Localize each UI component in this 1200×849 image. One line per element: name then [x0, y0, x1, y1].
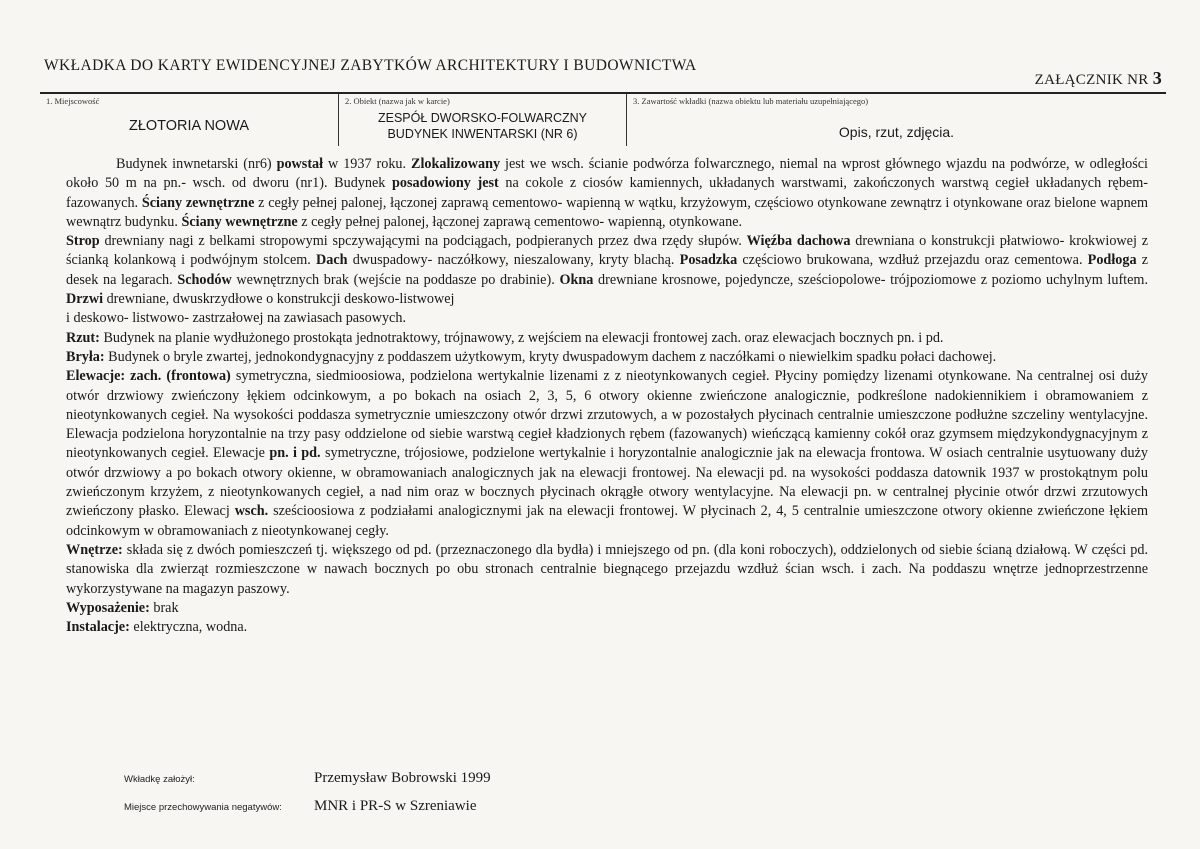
paragraph-interior: Wnętrze: składa się z dwóch pomieszczeń tj. większego od pd. (przeznaczonego dla bydła) i mniejszego od pn. (dla koni roboczych), oddzielonych od siebie ścianą działową. W części pd. stanowiska dla zwierząt rozmieszczone w nawach bocznych po obu stronach centralnie biegnącego przejazdu wzdłuż ścian wsch. i zach. Na poddaszu wnętrze jednoprzestrzenne wykorzystywane na magazyn paszowy. [66, 541, 1148, 597]
object-label: 2. Obiekt (nazwa jak w karcie) [345, 96, 450, 106]
content-value: Opis, rzut, zdjęcia. [838, 124, 955, 140]
storage-label: Miejsce przechowywania negatywów: [124, 802, 282, 813]
paragraph-intro: Budynek inwnetarski (nr6) powstał w 1937 roku. Zlokalizowany jest we wsch. ścianie podwórza folwarcznego, niemal na wprost głównego wjazdu na podwórze, w odległości około 50 m na pn.- wsch. od dworu (nr1). Budynek posadowiony jest na cokole z ciosów kamiennych, układanych warstwami, zakończonych warstwą cegieł układanych rębem- fazowanych. Ściany zewnętrzne z cegły pełnej palonej, łączonej zaprawą cementowo- wapienną w wątku, krzyżowym, częściowo otynkowane zewnątrz i otynkowane oraz bielone wapnem wewnątrz budynku. Ściany wewnętrzne z cegły pełnej palonej, łączonej zaprawą cementowo- wapienną, otynkowane. [66, 156, 1148, 230]
header-fields [40, 92, 1166, 146]
content-label: 3. Zawartość wkładki (nazwa obiektu lub materiału uzupełniającego) [633, 96, 869, 106]
document-title: WKŁADKA DO KARTY EWIDENCYJNEJ ZABYTKÓW ARCHITEKTURY I BUDOWNICTWA [44, 57, 697, 74]
author-row [124, 770, 491, 798]
storage-row [124, 798, 491, 826]
object-cell [338, 94, 626, 146]
paragraph-installations: Instalacje: elektryczna, wodna. [66, 619, 248, 636]
object-value [339, 110, 626, 142]
locality-label: 1. Miejscowość [46, 96, 100, 106]
annex-label [1035, 68, 1162, 89]
paragraph-equipment: Wyposażenie: brak [66, 599, 179, 616]
content-cell [626, 94, 1166, 146]
locality-value: ZŁOTORIA NOWA [128, 118, 250, 134]
paragraph-plan: Rzut: Budynek na planie wydłużonego prostokąta jednotraktowy, trójnawowy, z wejściem na elewacji frontowej zach. oraz elewacjach bocznych pn. i pd. [66, 329, 944, 346]
annex-number: 3 [1152, 68, 1162, 88]
description-body [66, 155, 1148, 637]
object-value-line1: ZESPÓŁ DWORSKO-FOLWARCZNY [377, 111, 588, 125]
paragraph-mass: Bryła: Budynek o bryle zwartej, jednokondygnacyjny z poddaszem użytkowym, kryty dwuspadowym dachem z naczółkami o niewielkim spadku połaci dachowej. [66, 348, 997, 365]
footer [124, 770, 491, 826]
paragraph-construction: Strop drewniany nagi z belkami stropowymi spczywającymi na podciągach, podpieranych przez dwa rzędy słupów. Więźba dachowa drewniana o konstrukcji płatwiowo- krokwiowej z ścianką kolankową i podwójnym stolcem. Dach dwuspadowy- naczółkowy, nieszalowany, kryty blachą. Posadzka częściowo brukowana, wzdłuż przejazdu oraz cementowa. Podłoga z desek na legarach. Schodów wewnętrznych brak (wejście na poddasze po drabinie). Okna drewniane krosnowe, pojedyncze, sześciopolowe- trójpoziomowe z poziomo uchylnym luftem. Drzwi drewniane, dwuskrzydłowe o konstrukcji deskowo-listwowej [66, 233, 1149, 308]
paragraph-elevations: Elewacje: zach. (frontowa) symetryczna, siedmioosiowa, podzielona wertykalnie lizenami z z nieotynkowanych cegieł. Płyciny pomiędzy lizenami otynkowane. Na centralnej osi duży otwór drzwiowy zwieńczony łękiem odcinkowym, a po bokach na osiach 2, 3, 5, 6 otwory okienne zwieńczone analogicznie, podkreślone nadokiennikiem i obramowaniem z nieotynkowanych cegieł. Na wysokości poddasza symetrycznie umieszczony otwór drzwi zrzutowych, a w pozostałych płycinach centralnie umieszczone podłużne szczeliny wentylacyjne. Elewacja podzielona horyzontalnie na trzy pasy oddzielone od siebie warstwą cegieł kładzionych rębem (fazowanych) wieńczącą kamienny cokół oraz gzymsem międzykondygnacyjnym z nieotynkowanych cegieł. Elewacje pn. i pd. symetryczne, trójosiowe, podzielone wertykalnie i horyzontalnie analogicznie jak na elewacja frontowa. W osiach centralnie usytuowany duży otwór drzwiowy a po bokach otwory okienne, w obramowaniach analogicznych jak na elewacji frontowej. Na elewacji pd. na wysokości poddasza datownik 1937 w prostokątnym polu zwieńczonym krzyżem, z nieotynkowanych cegieł, a nad nim oraz w bocznych płycinach okrągłe otwory wentylacyjne. Na elewacji pn. w centralnej płycinie otwór drzwi zrzutowych zwieńczony płasko. Elewacj wsch. sześcioosiowa z podziałami analogicznymi jak na elewacji frontowej. W płycinach 2, 4, 5 centralnie umieszczone otwory okienne zwieńczone łękiem odcinkowym w obramowaniach z nieotynkowanej cegły. [66, 368, 1148, 539]
author-value: Przemysław Bobrowski 1999 [314, 770, 491, 786]
object-value-line2: BUDYNEK INWENTARSKI (NR 6) [387, 127, 578, 141]
paragraph-construction-cont: i deskowo- listwowo- zastrzałowej na zawiasach pasowych. [66, 310, 406, 327]
storage-value: MNR i PR-S w Szreniawie [314, 798, 477, 814]
author-label: Wkładkę założył: [124, 774, 195, 785]
annex-text: ZAŁĄCZNIK NR [1034, 72, 1149, 88]
locality-cell [40, 94, 338, 146]
